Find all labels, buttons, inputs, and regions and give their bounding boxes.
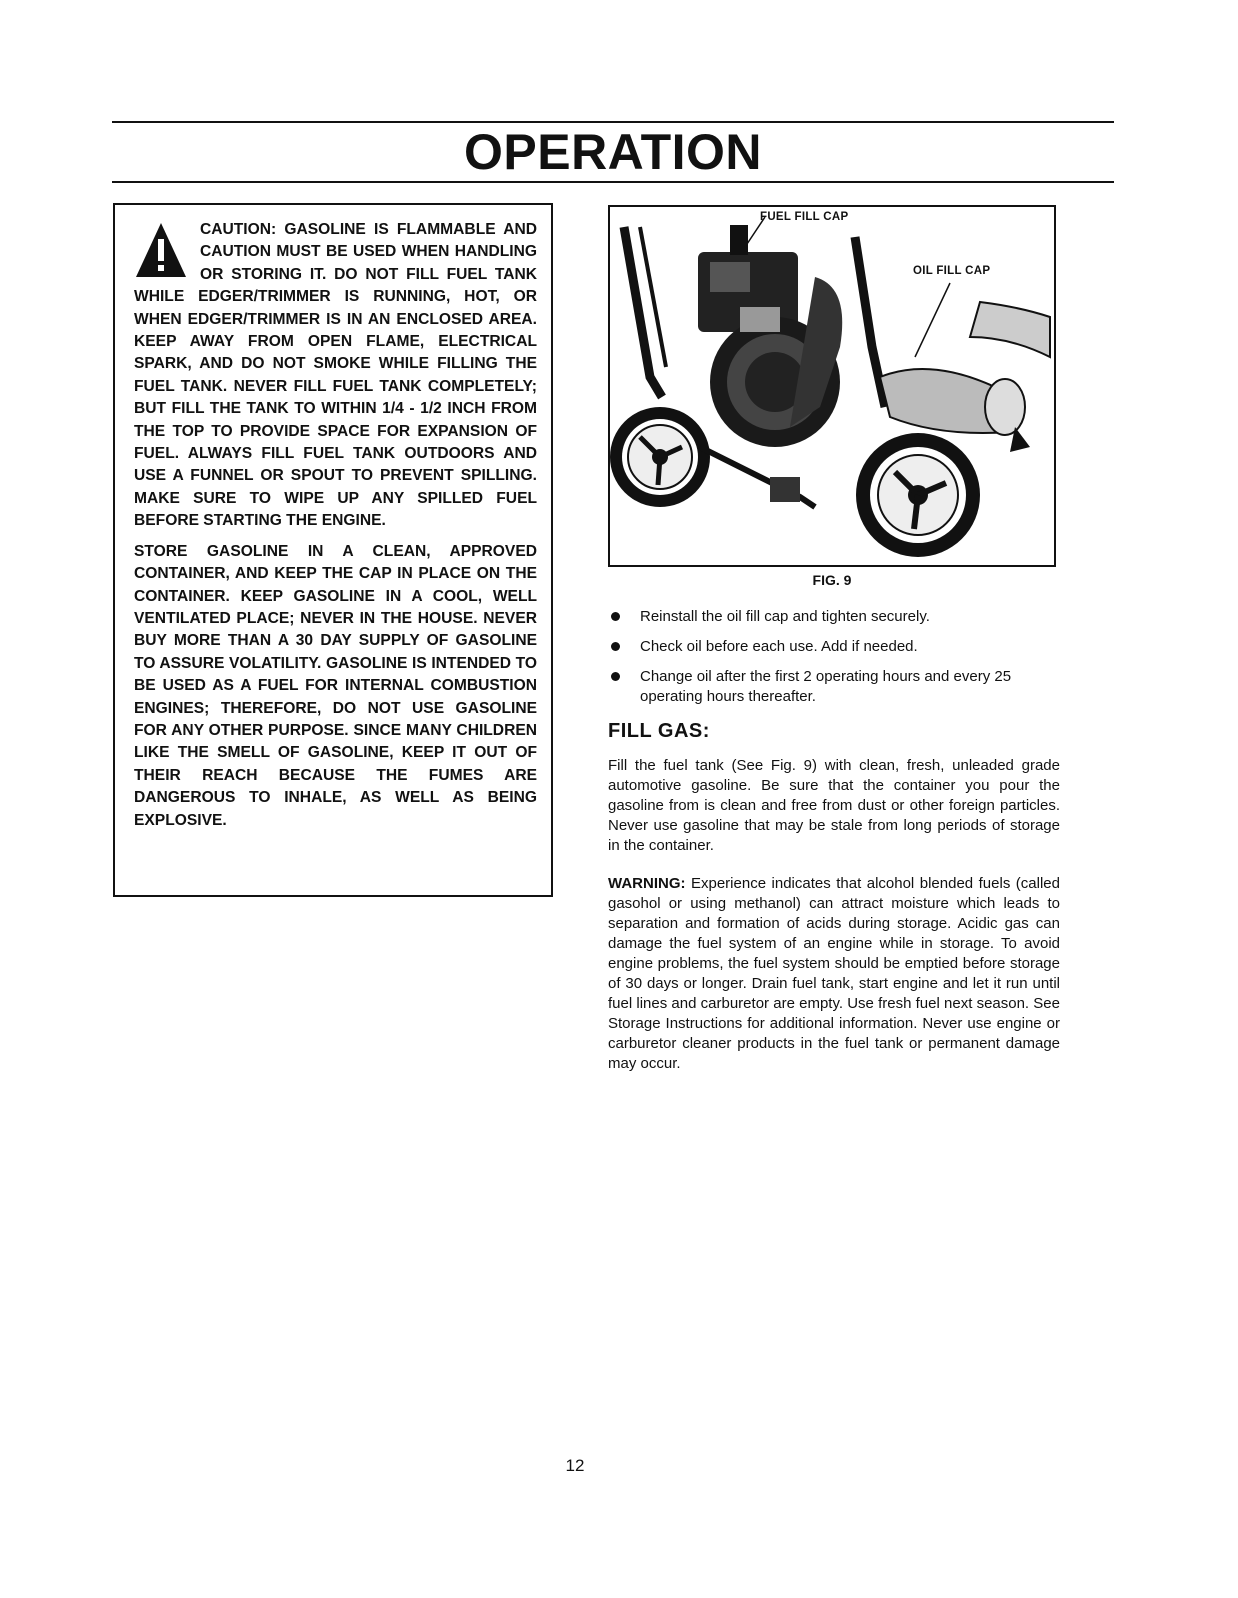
page-title: OPERATION — [463, 124, 763, 180]
fill-gas-heading: FILL GAS: — [608, 720, 710, 742]
bullet-icon — [611, 672, 620, 681]
list-item: Reinstall the oil fill cap and tighten securely. — [608, 607, 1060, 627]
caution-box — [113, 203, 553, 897]
bullet-icon — [611, 612, 620, 621]
oil-instructions-list — [608, 607, 1060, 717]
figure-caption: FIG. 9 — [812, 572, 852, 588]
caution-paragraph-1: CAUTION: GASOLINE IS FLAMMABLE AND CAUTION MUST BE USED WHEN HANDLING OR STORING IT. DO NOT FILL FUEL TANK WHILE EDGER/TRIMMER IS RUNNING, HOT, OR WHEN EDGER/TRIMMER IS IN AN ENCLOSED AREA. KEEP AWAY FROM OPEN FLAME, ELECTRICAL SPARK, AND DO NOT SMOKE WHILE FILLING THE FUEL TANK. NEVER FILL FUEL TANK COMPLETELY; BUT FILL THE TANK TO WITHIN 1/4 - 1/2 INCH FROM THE TOP TO PROVIDE SPACE FOR EXPANSION OF FUEL. ALWAYS FILL FUEL TANK OUTDOORS AND USE A FUNNEL OR SPOUT TO PREVENT SPILLING. MAKE SURE TO WIPE UP ANY SPILLED FUEL BEFORE STARTING THE ENGINE. — [134, 221, 537, 530]
label-fuel-fill-cap: FUEL FILL CAP — [760, 211, 849, 223]
label-oil-fill-cap: OIL FILL CAP — [913, 265, 991, 277]
warning-label: WARNING: — [608, 875, 686, 892]
edger-illustration — [610, 207, 1054, 565]
fill-gas-paragraph: Fill the fuel tank (See Fig. 9) with clean, fresh, unleaded grade automotive gasoline. Be sure that the container you pour the gasoline from is clean and free from dust or other foreign particles. Never use gasoline that may be stale from long periods of storage in the container. — [608, 757, 1060, 854]
list-item: Change oil after the first 2 operating hours and every 25 operating hours thereafter. — [608, 667, 1060, 707]
warning-triangle-icon — [134, 221, 188, 279]
list-item: Check oil before each use. Add if needed. — [608, 637, 1060, 657]
warning-paragraph — [608, 874, 1060, 1074]
bullet-icon — [611, 642, 620, 651]
caution-paragraph-2: STORE GASOLINE IN A CLEAN, APPROVED CONTAINER, AND KEEP THE CAP IN PLACE ON THE CONTAINER. KEEP GASOLINE IN A COOL, WELL VENTILATED PLACE; NEVER IN THE HOUSE. NEVER BUY MORE THAN A 30 DAY SUPPLY OF GASOLINE TO ASSURE VOLATILITY. GASOLINE IS INTENDED TO BE USED AS A FUEL FOR INTERNAL COMBUSTION ENGINES; THEREFORE, DO NOT USE GASOLINE FOR ANY OTHER PURPOSE. SINCE MANY CHILDREN LIKE THE SMELL OF GASOLINE, KEEP IT OUT OF THEIR REACH BECAUSE THE FUMES ARE DANGEROUS TO INHALE, AS WELL AS BEING EXPLOSIVE. — [134, 542, 537, 829]
figure-edger-engine — [608, 205, 1056, 567]
warning-text: Experience indicates that alcohol blended fuels (called gasohol or using methanol) can attract moisture which leads to separation and formation of acids during storage. Acidic gas can damage the fuel system of an engine while in storage. To avoid engine problems, the fuel system should be emptied before storage of 30 days or longer. Drain fuel tank, start engine and let it run until fuel lines and carburetor are empty. Use fresh fuel next season. See Storage Instructions for additional information. Never use engine or carburetor cleaner products in the fuel tank or permanent damage may occur. — [608, 875, 1060, 1072]
page-number: 12 — [565, 1456, 585, 1475]
header-rule-bottom — [112, 181, 1114, 183]
